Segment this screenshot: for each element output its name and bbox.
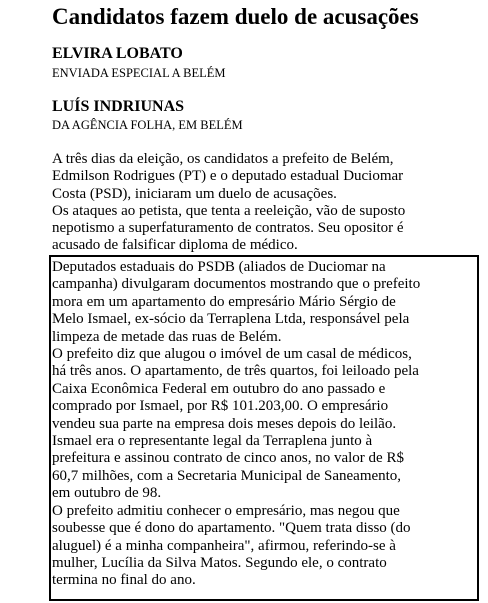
box-line: mora em um apartamento do empresário Mário Sérgio de [52, 293, 396, 310]
box-line: Deputados estaduais do PSDB (aliados de Duciomar na [52, 259, 386, 275]
intro-line: A três dias da eleição, os candidatos a prefeito de Belém, [52, 151, 394, 167]
intro-paragraph [52, 151, 432, 255]
box-line: em outubro de 98. [52, 485, 162, 502]
box-line: mulher, Lucília da Silva Matos. Segundo ele, o contrato [52, 554, 387, 571]
intro-line: acusado de falsificar diploma de médico. [52, 237, 298, 254]
box-line: O prefeito admitiu conhecer o empresário, mas negou que [52, 502, 400, 519]
headline: Candidatos fazem duelo de acusações [52, 4, 419, 29]
intro-line: Costa (PSD), iniciaram um duelo de acusações. [52, 185, 337, 202]
intro-line: nepotismo a superfaturamento de contratos. Seu opositor é [52, 220, 404, 237]
highlight-box-text [52, 259, 472, 590]
box-line: limpeza de metade das ruas de Belém. [52, 328, 282, 345]
box-line: Caixa Econômica Federal em outubro do ano passado e [52, 380, 386, 397]
box-line: campanha) divulgaram documentos mostrando que o prefeito [52, 276, 421, 293]
byline-name-1: ELVIRA LOBATO [52, 45, 183, 62]
box-line: termina no final do ano. [52, 572, 196, 589]
byline-name-2: LUÍS INDRIUNAS [52, 98, 185, 115]
box-line: há três anos. O apartamento, de três quartos, foi leiloado pela [52, 363, 419, 380]
box-line: vendeu sua parte na empresa dois meses depois do leilão. [52, 415, 397, 432]
intro-line: Os ataques ao petista, que tenta a reeleição, vão de suposto [52, 202, 406, 219]
byline-role-2: DA AGÊNCIA FOLHA, EM BELÉM [52, 118, 243, 132]
box-line: aluguel) é a minha companheira", afirmou, referindo-se à [52, 537, 396, 554]
box-line: comprado por Ismael, por R$ 101.203,00. O empresário [52, 398, 389, 415]
box-line: 60,7 milhões, com a Secretaria Municipal de Saneamento, [52, 467, 402, 484]
byline-role-1: ENVIADA ESPECIAL A BELÉM [52, 66, 226, 80]
intro-line: Edmilson Rodrigues (PT) e o deputado estadual Duciomar [52, 168, 404, 185]
box-line: Ismael era o representante legal da Terraplena junto à [52, 433, 373, 450]
box-line: soubesse que é dono do apartamento. "Quem trata disso (do [52, 520, 411, 537]
box-line: O prefeito diz que alugou o imóvel de um casal de médicos, [52, 346, 412, 363]
box-line: prefeitura e assinou contrato de cinco anos, no valor de R$ [52, 450, 404, 467]
box-line: Melo Ismael, ex-sócio da Terraplena Ltda, responsável pela [52, 311, 410, 328]
